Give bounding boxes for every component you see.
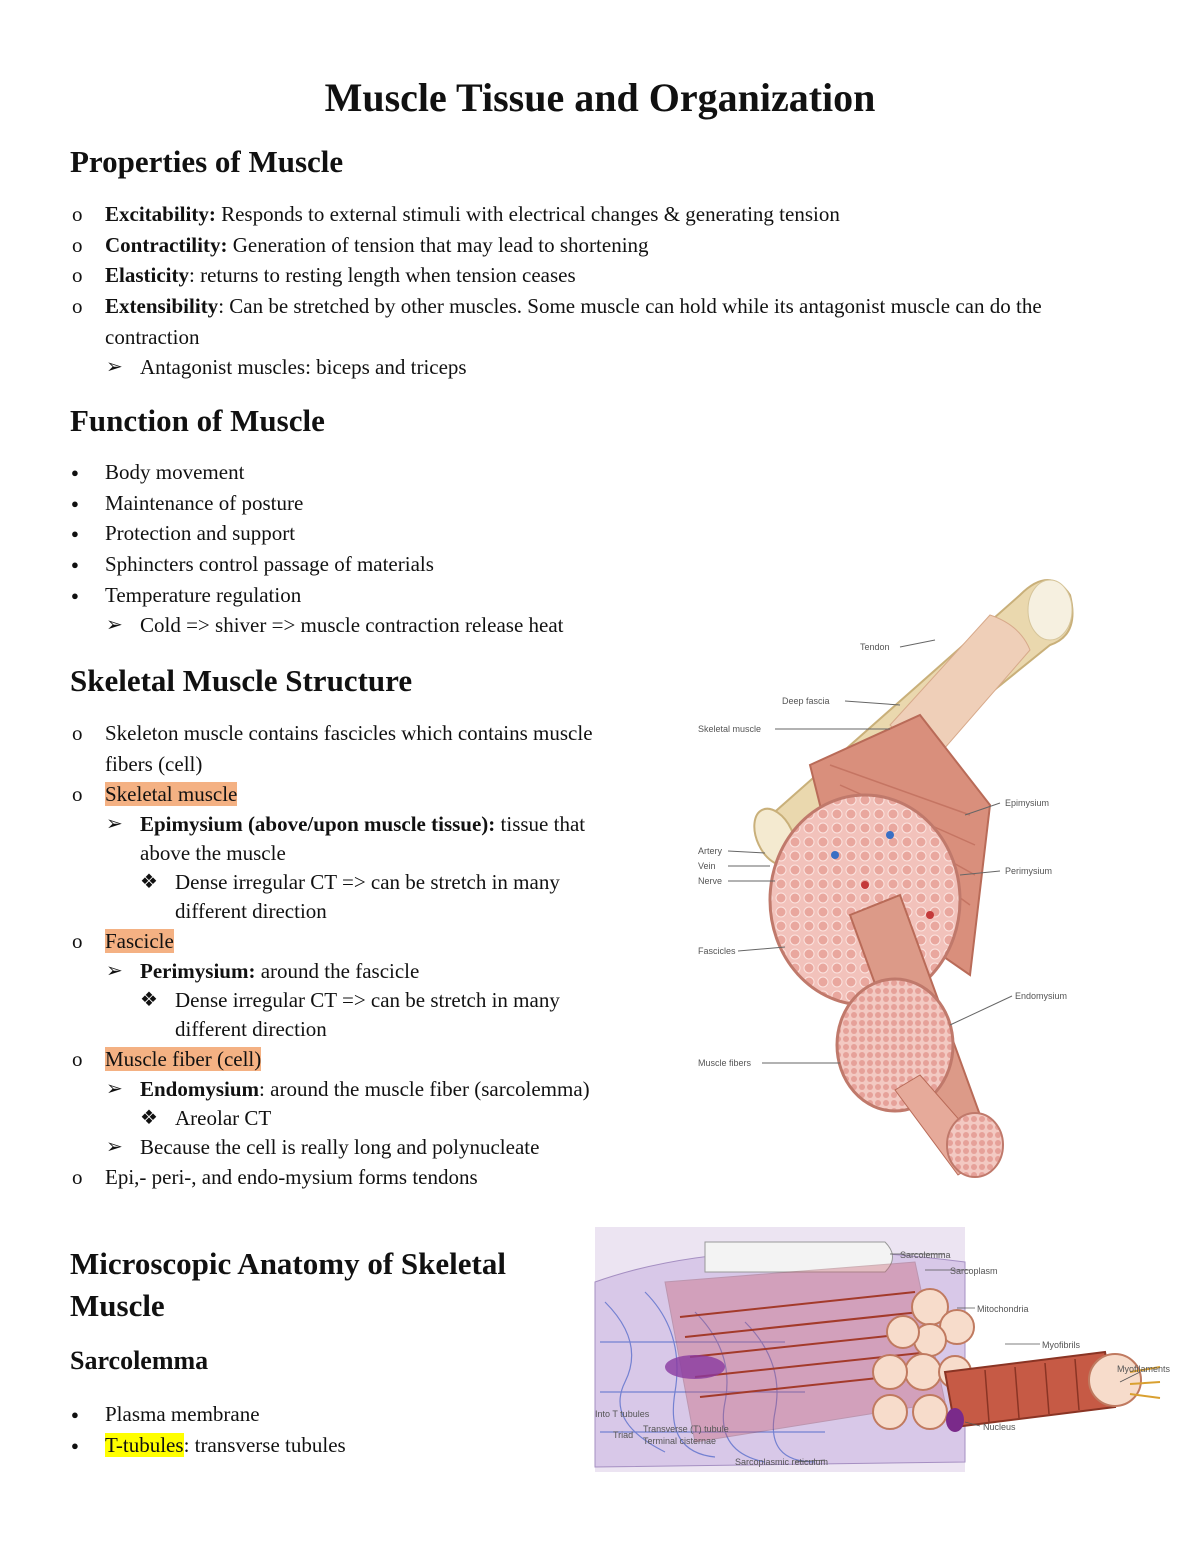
label-sarcolemma: Sarcolemma bbox=[900, 1250, 951, 1260]
list-item: o Muscle fiber (cell) bbox=[70, 1044, 630, 1075]
label-nucleus: Nucleus bbox=[983, 1422, 1016, 1432]
function-list bbox=[70, 457, 670, 640]
label-muscle-fibers: Muscle fibers bbox=[698, 1058, 752, 1068]
list-subsubitem: ❖ Areolar CT bbox=[70, 1104, 630, 1133]
list-item: o Contractility: Generation of tension that may lead to shortening bbox=[70, 230, 1130, 261]
label-sarcoplasm: Sarcoplasm bbox=[950, 1266, 998, 1276]
list-item: ● Sphincters control passage of materials bbox=[70, 549, 670, 580]
structure-list bbox=[70, 718, 630, 1192]
label-tendon: Tendon bbox=[860, 642, 890, 652]
label-vein: Vein bbox=[698, 861, 716, 871]
list-item: o Epi,- peri-, and endo-mysium forms tendons bbox=[70, 1162, 630, 1193]
label-mitochondria: Mitochondria bbox=[977, 1304, 1029, 1314]
list-subsubitem: ❖ Dense irregular CT => can be stretch in many different direction bbox=[70, 868, 630, 926]
list-subitem: ➢ Endomysium: around the muscle fiber (sarcolemma) bbox=[70, 1075, 630, 1104]
list-item: ● Protection and support bbox=[70, 518, 670, 549]
fiber-cross-section bbox=[837, 979, 953, 1111]
heading-function: Function of Muscle bbox=[70, 403, 325, 438]
list-subsubitem: ❖ Dense irregular CT => can be stretch in many different direction bbox=[70, 986, 630, 1044]
label-myofibrils: Myofibrils bbox=[1042, 1340, 1081, 1350]
label-endomysium: Endomysium bbox=[1015, 991, 1068, 1001]
sarcolemma-list bbox=[70, 1399, 570, 1460]
microscopic-anatomy-diagram bbox=[585, 1222, 1171, 1477]
label-skeletal-muscle: Skeletal muscle bbox=[698, 724, 762, 734]
label-sarcoplasmic-reticulum: Sarcoplasmic reticulum bbox=[735, 1457, 829, 1467]
list-subitem: ➢ Because the cell is really long and polynucleate bbox=[70, 1133, 630, 1162]
list-item: o Excitability: Responds to external stimuli with electrical changes & generating tension bbox=[70, 199, 1130, 230]
list-subitem: ➢ Cold => shiver => muscle contraction release heat bbox=[70, 611, 670, 640]
list-item: ● Temperature regulation bbox=[70, 580, 670, 611]
label-triad: Triad bbox=[613, 1430, 634, 1440]
label-fascicles: Fascicles bbox=[698, 946, 736, 956]
label-artery: Artery bbox=[698, 846, 723, 856]
heading-microscopic: Microscopic Anatomy of Skeletal Muscle bbox=[70, 1246, 506, 1323]
list-subitem: ➢ Antagonist muscles: biceps and triceps bbox=[70, 353, 1130, 382]
list-item: ● Body movement bbox=[70, 457, 670, 488]
list-item: o Elasticity: returns to resting length when tension ceases bbox=[70, 260, 1130, 291]
list-item: o Skeletal muscle bbox=[70, 779, 630, 810]
list-subitem: ➢ Perimysium: around the fascicle bbox=[70, 957, 630, 986]
label-nerve: Nerve bbox=[698, 876, 723, 886]
heading-sarcolemma: Sarcolemma bbox=[70, 1346, 209, 1375]
list-item: o Skeleton muscle contains fascicles which contains muscle fibers (cell) bbox=[70, 718, 630, 779]
fascicle-cross-section bbox=[770, 795, 960, 1005]
list-item: ● Maintenance of posture bbox=[70, 488, 670, 519]
label-myofilaments: Myofilaments bbox=[1117, 1364, 1171, 1374]
list-item: o Extensibility: Can be stretched by other muscles. Some muscle can hold while its antagonist muscle can do the contraction bbox=[70, 291, 1130, 352]
label-into-t-tubules: Into T tubules bbox=[595, 1409, 650, 1419]
label-terminal-cisternae: Terminal cisternae bbox=[643, 1436, 717, 1446]
label-t-tubule: Transverse (T) tubule bbox=[643, 1424, 729, 1434]
list-item: ● T-tubules: transverse tubules bbox=[70, 1430, 570, 1461]
label-epimysium: Epimysium bbox=[1005, 798, 1050, 808]
label-perimysium: Perimysium bbox=[1005, 866, 1053, 876]
list-item: o Fascicle bbox=[70, 926, 630, 957]
properties-list bbox=[70, 199, 1130, 382]
skeletal-muscle-diagram bbox=[690, 555, 1110, 1185]
list-item: ● Plasma membrane bbox=[70, 1399, 570, 1430]
list-subitem: ➢ Epimysium (above/upon muscle tissue): tissue that above the muscle bbox=[70, 810, 630, 868]
heading-structure: Skeletal Muscle Structure bbox=[70, 663, 413, 698]
page-title: Muscle Tissue and Organization bbox=[324, 75, 876, 120]
heading-properties: Properties of Muscle bbox=[70, 144, 344, 179]
label-deep-fascia: Deep fascia bbox=[782, 696, 830, 706]
